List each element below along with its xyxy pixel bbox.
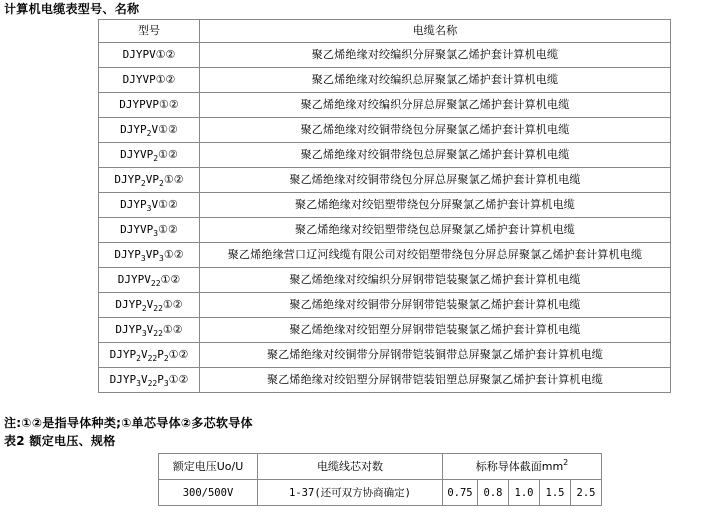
model-subscript: 22 xyxy=(153,304,163,313)
cable-name: 聚乙烯绝缘对绞铝塑分屏钢带铠装铝塑总屏聚氯乙烯护套计算机电缆 xyxy=(200,368,671,393)
cable-model xyxy=(99,218,200,243)
cable-model xyxy=(99,193,200,218)
model-text: ①② xyxy=(160,273,181,286)
cable-model xyxy=(99,318,200,343)
model-text: ①② xyxy=(168,373,189,386)
section-value: 2.5 xyxy=(571,480,602,506)
model-text: DJYPV①② xyxy=(122,48,176,61)
page-title: 计算机电缆表型号、名称 xyxy=(4,2,140,16)
table-row xyxy=(99,218,671,243)
header-voltage: 额定电压Uo/U xyxy=(159,454,258,480)
model-text: DJYPVP①② xyxy=(119,98,179,111)
model-text: P xyxy=(157,373,164,386)
model-text: ①② xyxy=(162,323,183,336)
header-section xyxy=(443,454,602,480)
table-row xyxy=(99,68,671,93)
model-text: DJYP xyxy=(115,298,142,311)
cable-model xyxy=(99,268,200,293)
cable-model xyxy=(99,343,200,368)
table2-header-row xyxy=(159,454,602,480)
model-subscript: 2 xyxy=(159,179,164,188)
model-text: VP xyxy=(145,248,159,261)
model-subscript: 3 xyxy=(159,254,164,263)
voltage-value: 300/500V xyxy=(159,480,258,506)
cable-name: 聚乙烯绝缘对绞铝塑带绕包分屏聚氯乙烯护套计算机电缆 xyxy=(200,193,671,218)
table-row xyxy=(99,143,671,168)
model-text: ①② xyxy=(168,348,189,361)
model-text: V①② xyxy=(151,123,178,136)
model-subscript: 3 xyxy=(141,329,147,338)
cable-name: 聚乙烯绝缘对绞铜带分屏钢带铠装铜带总屏聚氯乙烯护套计算机电缆 xyxy=(200,343,671,368)
model-text: ①② xyxy=(163,173,184,186)
model-text: DJYVP xyxy=(120,148,154,161)
cable-model xyxy=(99,368,200,393)
cable-model xyxy=(99,143,200,168)
model-text: V xyxy=(146,323,154,336)
cable-name: 聚乙烯绝缘营口辽河线缆有限公司对绞铝塑带绕包分屏总屏聚氯乙烯护套计算机电缆 xyxy=(200,243,671,268)
cable-name: 聚乙烯绝缘对绞编织分屏聚氯乙烯护套计算机电缆 xyxy=(200,43,671,68)
model-text: VP xyxy=(145,173,159,186)
model-text: V xyxy=(146,298,154,311)
model-subscript: 2 xyxy=(146,129,152,138)
voltage-spec-table xyxy=(158,453,602,506)
cable-model xyxy=(99,293,200,318)
table-row xyxy=(99,168,671,193)
footnote: 注:①②是指导体种类;①单芯导体②多芯软导体 xyxy=(4,416,253,430)
model-text: V xyxy=(140,348,148,361)
model-text: DJYP xyxy=(114,173,141,186)
section-value: 0.75 xyxy=(443,480,478,506)
model-text: ①② xyxy=(163,248,184,261)
header-section-sup: 2 xyxy=(563,457,569,467)
cable-model xyxy=(99,93,200,118)
table-row xyxy=(99,343,671,368)
model-text: ①② xyxy=(162,298,183,311)
model-subscript: 2 xyxy=(140,179,146,188)
header-pairs: 电缆线芯对数 xyxy=(258,454,443,480)
model-subscript: 2 xyxy=(163,354,169,363)
table-row xyxy=(99,93,671,118)
cable-name: 聚乙烯绝缘对绞铜带绕包总屏聚氯乙烯护套计算机电缆 xyxy=(200,143,671,168)
section-value: 1.0 xyxy=(509,480,540,506)
model-text: DJYP xyxy=(109,373,137,386)
header-section-label: 标称导体截面mm xyxy=(475,459,564,473)
model-subscript: 3 xyxy=(146,204,152,213)
table-row xyxy=(99,118,671,143)
table-row xyxy=(99,368,671,393)
cable-name: 聚乙烯绝缘对绞铜带绕包分屏聚氯乙烯护套计算机电缆 xyxy=(200,118,671,143)
model-text: ①② xyxy=(158,223,178,236)
column-header-model: 型号 xyxy=(99,20,200,43)
model-text: DJYPV xyxy=(117,273,151,286)
model-text: DJYVP xyxy=(120,223,154,236)
section-value: 0.8 xyxy=(478,480,509,506)
model-subscript: 3 xyxy=(140,254,146,263)
cable-name: 聚乙烯绝缘对绞铜带绕包分屏总屏聚氯乙烯护套计算机电缆 xyxy=(200,168,671,193)
pairs-value: 1-37(还可双方协商确定) xyxy=(258,480,443,506)
table-row xyxy=(99,43,671,68)
model-text: DJYP xyxy=(115,323,142,336)
model-subscript: 22 xyxy=(147,379,158,388)
table-row xyxy=(99,193,671,218)
model-subscript: 3 xyxy=(136,379,141,388)
model-subscript: 3 xyxy=(163,379,169,388)
cable-model xyxy=(99,118,200,143)
model-text: DJYP xyxy=(120,123,147,136)
model-text: DJYP xyxy=(120,198,147,211)
model-text: ①② xyxy=(158,148,178,161)
column-header-name: 电缆名称 xyxy=(200,20,671,43)
model-text: V①② xyxy=(151,198,178,211)
cable-model xyxy=(99,68,200,93)
model-subscript: 3 xyxy=(153,229,159,238)
table-row xyxy=(99,293,671,318)
cable-name: 聚乙烯绝缘对绞编织分屏钢带铠装聚氯乙烯护套计算机电缆 xyxy=(200,268,671,293)
table2-data-row xyxy=(159,480,602,506)
model-text: DJYP xyxy=(114,248,141,261)
table-header-row xyxy=(99,20,671,43)
table-row xyxy=(99,243,671,268)
table2-title: 表2 额定电压、规格 xyxy=(4,434,116,448)
model-subscript: 22 xyxy=(150,279,161,288)
model-text: P xyxy=(157,348,164,361)
model-subscript: 22 xyxy=(153,329,163,338)
model-subscript: 2 xyxy=(153,154,159,163)
cable-model-table-body xyxy=(99,43,671,393)
table-row xyxy=(99,268,671,293)
model-text: DJYP xyxy=(109,348,137,361)
cable-name: 聚乙烯绝缘对绞编织总屏聚氯乙烯护套计算机电缆 xyxy=(200,68,671,93)
model-subscript: 2 xyxy=(136,354,141,363)
cable-model xyxy=(99,243,200,268)
cable-model xyxy=(99,43,200,68)
cable-name: 聚乙烯绝缘对绞编织分屏总屏聚氯乙烯护套计算机电缆 xyxy=(200,93,671,118)
section-value: 1.5 xyxy=(540,480,571,506)
cable-name: 聚乙烯绝缘对绞铜带分屏钢带铠装聚氯乙烯护套计算机电缆 xyxy=(200,293,671,318)
cable-model-table xyxy=(98,19,671,393)
cable-name: 聚乙烯绝缘对绞铝塑带绕包总屏聚氯乙烯护套计算机电缆 xyxy=(200,218,671,243)
model-text: DJYVP①② xyxy=(122,73,176,86)
model-subscript: 2 xyxy=(141,304,147,313)
model-text: V xyxy=(140,373,148,386)
cable-model xyxy=(99,168,200,193)
table-row xyxy=(99,318,671,343)
model-subscript: 22 xyxy=(147,354,158,363)
cable-name: 聚乙烯绝缘对绞铝塑分屏钢带铠装聚氯乙烯护套计算机电缆 xyxy=(200,318,671,343)
